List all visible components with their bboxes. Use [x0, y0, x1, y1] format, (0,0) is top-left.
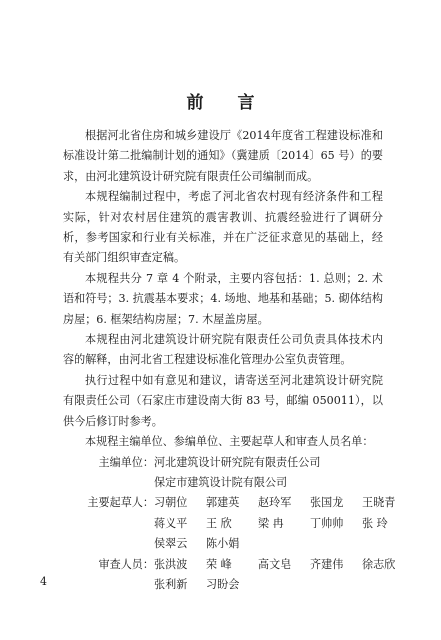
- person-name: 梁 冉: [258, 516, 284, 530]
- drafters-row: [154, 514, 414, 534]
- person-name: 王晓青: [362, 496, 396, 510]
- person-name: 习盼会: [206, 577, 240, 591]
- drafters-section: [63, 493, 396, 554]
- person-name: 习朝位: [154, 496, 188, 510]
- drafters-row: [154, 534, 414, 554]
- person-name: 张 玲: [362, 516, 388, 530]
- paragraph-2: 本规程编制过程中，考虑了河北省农村现有经济条件和工程实际，针对农村居住建筑的震害教训、抗震经验进行了调研分析，参考国家和行业有关标准，并在广泛征求意见的基础上，经有关部门组织审查定稿。: [63, 190, 383, 265]
- person-name: 赵玲军: [258, 496, 292, 510]
- paragraph-1: 根据河北省住房和城乡建设厅《2014年度省工程建设标准和标准设计第二批编制计划的通知》（冀建质〔2014〕65 号）的要求，由河北建筑设计研究院有限责任公司编制而成。: [63, 129, 383, 183]
- page-number: 4: [40, 575, 47, 588]
- person-name: 张利新: [154, 577, 188, 591]
- editors-section: [63, 453, 383, 494]
- person-name: 侯翠云: [154, 537, 188, 551]
- page-title: 前 言: [186, 93, 269, 113]
- person-name: 齐建伟: [310, 557, 344, 571]
- intro-line: 本规程主编单位、参编单位、主要起草人和审查人员名单：: [85, 435, 374, 449]
- document-body: [63, 126, 396, 595]
- editors-label: 主编单位：: [98, 455, 154, 469]
- editor-org: 保定市建筑设计院有限公司: [154, 475, 288, 489]
- paragraph-3: 本规程共分 7 章 4 个附录，主要内容包括：1. 总则；2. 术语和符号；3. 抗震基本要求；4. 场地、地基和基础；5. 砌体结构房屋；6. 框架结构房屋；7. 木屋盖房屋。: [63, 271, 383, 326]
- person-name: 徐志欣: [362, 557, 396, 571]
- person-name: 张洪波: [154, 557, 188, 571]
- editor-org: 河北建筑设计研究院有限责任公司: [154, 455, 321, 469]
- person-name: 王 欣: [206, 516, 232, 530]
- person-name: 丁帅帅: [310, 516, 344, 530]
- paragraph-5: 执行过程中如有意见和建议，请寄送至河北建筑设计研究院有限责任公司（石家庄市建设南大街 83 号，邮编 050011），以供今后修订时参考。: [63, 373, 383, 428]
- person-name: 荣 峰: [206, 557, 232, 571]
- person-name: 郭建英: [206, 496, 240, 510]
- reviewers-label: 审查人员：: [98, 557, 154, 571]
- reviewers-row: [154, 555, 414, 575]
- drafters-row: [154, 493, 414, 513]
- person-name: 高文皂: [258, 557, 292, 571]
- person-name: 蒋义平: [154, 516, 188, 530]
- person-name: 张国龙: [310, 496, 344, 510]
- drafters-label: 主要起草人：: [87, 496, 154, 510]
- reviewers-section: [63, 555, 396, 596]
- reviewers-row: [154, 575, 414, 595]
- paragraph-4: 本规程由河北建筑设计研究院有限责任公司负责具体技术内容的解释，由河北省工程建设标准化管理办公室负责管理。: [63, 333, 383, 367]
- person-name: 陈小娟: [206, 537, 240, 551]
